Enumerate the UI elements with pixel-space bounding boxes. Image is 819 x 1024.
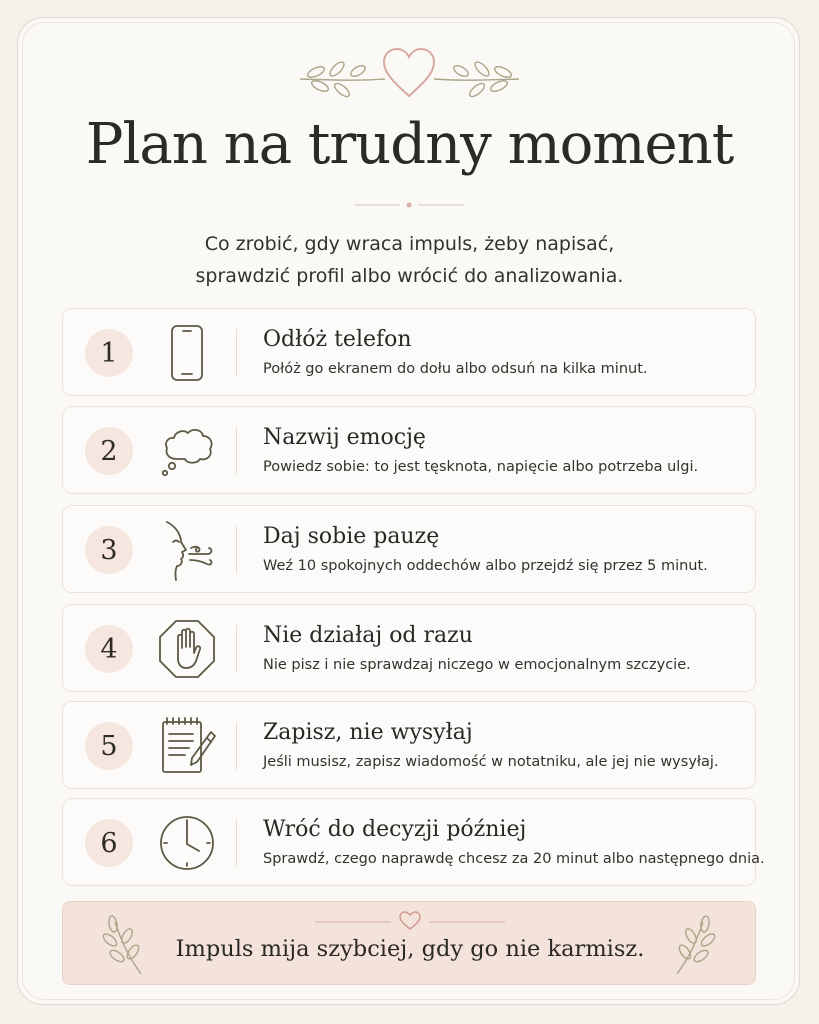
- step-title: Zapisz, nie wysyłaj: [263, 720, 473, 745]
- footer-quote: Impuls mija szybciej, gdy go nie karmisz.: [175, 936, 645, 962]
- step-number-badge: 4: [85, 625, 133, 673]
- step-card-6: [62, 798, 765, 886]
- phone-icon: [155, 321, 219, 385]
- step-card-3: [62, 505, 756, 593]
- step-separator: [236, 329, 237, 377]
- step-separator: [236, 819, 237, 867]
- step-number-badge: 1: [85, 329, 133, 377]
- breathing-face-icon: [155, 518, 219, 582]
- footer-heart-divider: [313, 910, 507, 930]
- right-leaf-branch-icon: [434, 60, 519, 99]
- step-card-5: [62, 701, 756, 789]
- step-title: Daj sobie pauzę: [263, 524, 440, 549]
- left-leaf-branch-icon: [300, 60, 385, 99]
- step-description: Powiedz sobie: to jest tęsknota, napięcie albo potrzeba ulgi.: [263, 459, 699, 475]
- heart-leaves-ornament: [0, 44, 819, 104]
- subtitle-line-2: sprawdzić profil albo wrócić do analizowania.: [195, 265, 624, 287]
- step-description: Połóż go ekranem do dołu albo odsuń na kilka minut.: [263, 361, 648, 377]
- subtitle: [0, 228, 819, 292]
- footer-quote-band: [62, 901, 756, 985]
- step-separator: [236, 625, 237, 673]
- step-number-badge: 6: [85, 819, 133, 867]
- subtitle-line-1: Co zrobić, gdy wraca impuls, żeby napisać,: [204, 233, 615, 255]
- step-card-2: [62, 406, 756, 494]
- step-title: Nazwij emocję: [263, 425, 426, 450]
- step-card-4: [62, 604, 756, 692]
- step-title: Odłóż telefon: [263, 327, 412, 352]
- step-separator: [236, 427, 237, 475]
- notepad-pen-icon: [155, 714, 219, 778]
- right-sprig-icon: [669, 914, 725, 978]
- heart-icon: [384, 49, 434, 96]
- step-description: Nie pisz i nie sprawdzaj niczego w emocjonalnym szczycie.: [263, 657, 691, 673]
- step-separator: [236, 722, 237, 770]
- step-title: Nie działaj od razu: [263, 623, 473, 648]
- clock-icon: [155, 811, 219, 875]
- title-divider: [0, 198, 819, 212]
- step-title: Wróć do decyzji później: [263, 817, 527, 842]
- stop-hand-icon: [155, 617, 219, 681]
- step-number-badge: 2: [85, 427, 133, 475]
- page-title: Plan na trudny moment: [85, 112, 734, 177]
- thought-cloud-icon: [155, 419, 219, 483]
- step-description: Weź 10 spokojnych oddechów albo przejdź się przez 5 minut.: [263, 558, 708, 574]
- step-description: Sprawdź, czego naprawdę chcesz za 20 minut albo następnego dnia.: [263, 851, 765, 867]
- step-separator: [236, 526, 237, 574]
- step-number-badge: 5: [85, 722, 133, 770]
- step-card-1: [62, 308, 756, 396]
- step-description: Jeśli musisz, zapisz wiadomość w notatniku, ale jej nie wysyłaj.: [263, 754, 719, 770]
- step-number-badge: 3: [85, 526, 133, 574]
